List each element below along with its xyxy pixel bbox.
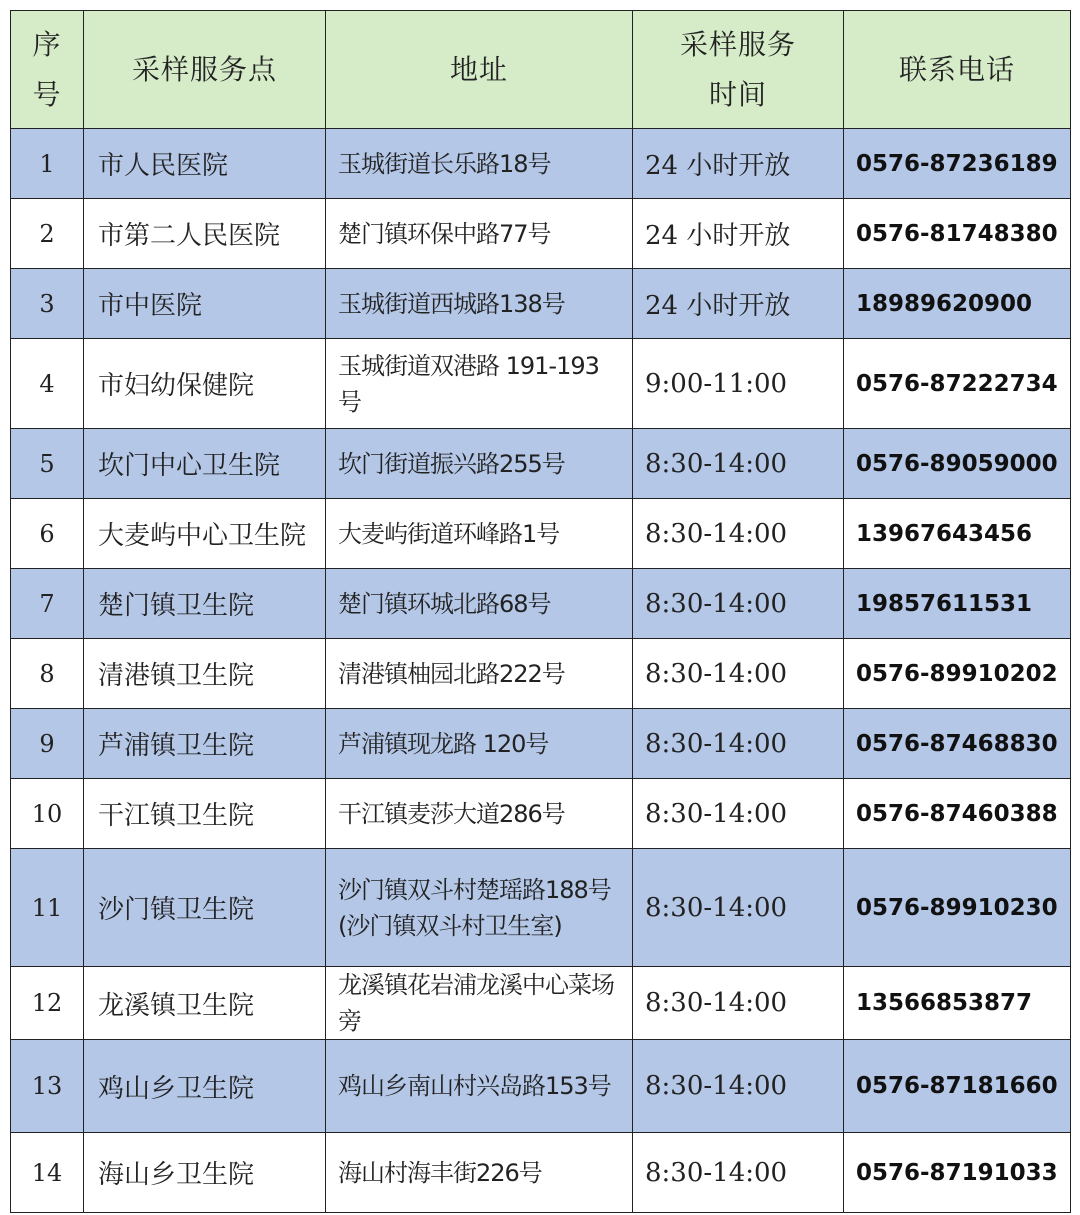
site-address [326,639,633,709]
contact-phone: 0576-87460388 [844,779,1071,849]
site-address [326,129,633,199]
address-line: 干江镇麦莎大道286号 [338,799,565,828]
row-index: 12 [11,967,84,1040]
address-line: 玉城街道长乐路18号 [338,149,551,178]
site-address [326,569,633,639]
contact-phone: 0576-87468830 [844,709,1071,779]
row-index: 3 [11,269,84,339]
header-index [11,11,84,129]
contact-phone: 19857611531 [844,569,1071,639]
address-line: 楚门镇环城北路68号 [338,589,551,618]
table-row [11,499,1071,569]
site-name: 楚门镇卫生院 [84,569,326,639]
address-line: 坎门街道振兴路255号 [338,449,565,478]
site-address [326,1040,633,1133]
table-row [11,569,1071,639]
row-index: 10 [11,779,84,849]
table-row [11,849,1071,967]
service-hours: 8:30-14:00 [633,1133,844,1213]
table-row [11,199,1071,269]
service-hours: 8:30-14:00 [633,709,844,779]
service-hours: 8:30-14:00 [633,569,844,639]
row-index: 14 [11,1133,84,1213]
row-index: 4 [11,339,84,429]
address-line: 清港镇柚园北路222号 [338,659,565,688]
service-hours: 9:00-11:00 [633,339,844,429]
address-line: 沙门镇双斗村楚瑶路188号 [338,875,611,904]
site-address [326,339,633,429]
address-line: 楚门镇环保中路77号 [338,219,551,248]
site-address [326,269,633,339]
row-index: 2 [11,199,84,269]
row-index: 5 [11,429,84,499]
row-index: 9 [11,709,84,779]
site-address [326,849,633,967]
contact-phone: 0576-89910230 [844,849,1071,967]
site-address [326,1133,633,1213]
table-row [11,639,1071,709]
site-address [326,709,633,779]
table-row [11,779,1071,849]
sampling-sites-table [10,10,1071,1213]
table-row [11,967,1071,1040]
service-hours: 8:30-14:00 [633,639,844,709]
row-index: 6 [11,499,84,569]
contact-phone: 13967643456 [844,499,1071,569]
contact-phone: 0576-87191033 [844,1133,1071,1213]
site-address [326,779,633,849]
header-site: 采样服务点 [84,11,326,129]
site-name: 清港镇卫生院 [84,639,326,709]
service-hours: 8:30-14:00 [633,429,844,499]
site-name: 坎门中心卫生院 [84,429,326,499]
service-hours: 8:30-14:00 [633,967,844,1040]
contact-phone: 0576-81748380 [844,199,1071,269]
contact-phone: 0576-87236189 [844,129,1071,199]
header-address: 地址 [326,11,633,129]
site-name: 海山乡卫生院 [84,1133,326,1213]
address-line: 龙溪镇花岩浦龙溪中心菜场旁 [338,971,614,1035]
table-row [11,129,1071,199]
site-name: 大麦屿中心卫生院 [84,499,326,569]
table-row [11,429,1071,499]
header-index-label: 序 号 [32,27,62,111]
table-header-row [11,11,1071,129]
service-hours: 8:30-14:00 [633,849,844,967]
contact-phone: 0576-89059000 [844,429,1071,499]
site-name: 市人民医院 [84,129,326,199]
service-hours: 24 小时开放 [633,129,844,199]
site-address [326,499,633,569]
table-row [11,269,1071,339]
site-name: 市妇幼保健院 [84,339,326,429]
contact-phone: 18989620900 [844,269,1071,339]
table-row [11,709,1071,779]
table-row [11,339,1071,429]
address-line: (沙门镇双斗村卫生室) [338,911,562,940]
site-name: 市中医院 [84,269,326,339]
header-hours-label: 采样服务 时间 [679,27,796,111]
table-row [11,1040,1071,1133]
address-line: 玉城街道西城路138号 [338,289,565,318]
row-index: 7 [11,569,84,639]
address-line: 海山村海丰街226号 [338,1158,542,1187]
contact-phone: 0576-89910202 [844,639,1071,709]
service-hours: 24 小时开放 [633,269,844,339]
site-address [326,429,633,499]
contact-phone: 13566853877 [844,967,1071,1040]
header-hours [633,11,844,129]
address-line: 号 [338,387,361,416]
row-index: 13 [11,1040,84,1133]
site-address [326,967,633,1040]
site-name: 市第二人民医院 [84,199,326,269]
row-index: 11 [11,849,84,967]
service-hours: 24 小时开放 [633,199,844,269]
address-line: 鸡山乡南山村兴岛路153号 [338,1072,611,1100]
table-row [11,1133,1071,1213]
address-line: 芦浦镇现龙路 120号 [338,729,549,758]
site-name: 芦浦镇卫生院 [84,709,326,779]
row-index: 8 [11,639,84,709]
service-hours: 8:30-14:00 [633,1040,844,1133]
service-hours: 8:30-14:00 [633,779,844,849]
row-index: 1 [11,129,84,199]
site-address [326,199,633,269]
site-name: 干江镇卫生院 [84,779,326,849]
site-name: 鸡山乡卫生院 [84,1040,326,1133]
contact-phone: 0576-87181660 [844,1040,1071,1133]
site-name: 沙门镇卫生院 [84,849,326,967]
address-line: 玉城街道双港路 191-193 [338,351,599,380]
site-name: 龙溪镇卫生院 [84,967,326,1040]
contact-phone: 0576-87222734 [844,339,1071,429]
address-line: 大麦屿街道环峰路1号 [338,519,560,548]
header-phone: 联系电话 [844,11,1071,129]
service-hours: 8:30-14:00 [633,499,844,569]
